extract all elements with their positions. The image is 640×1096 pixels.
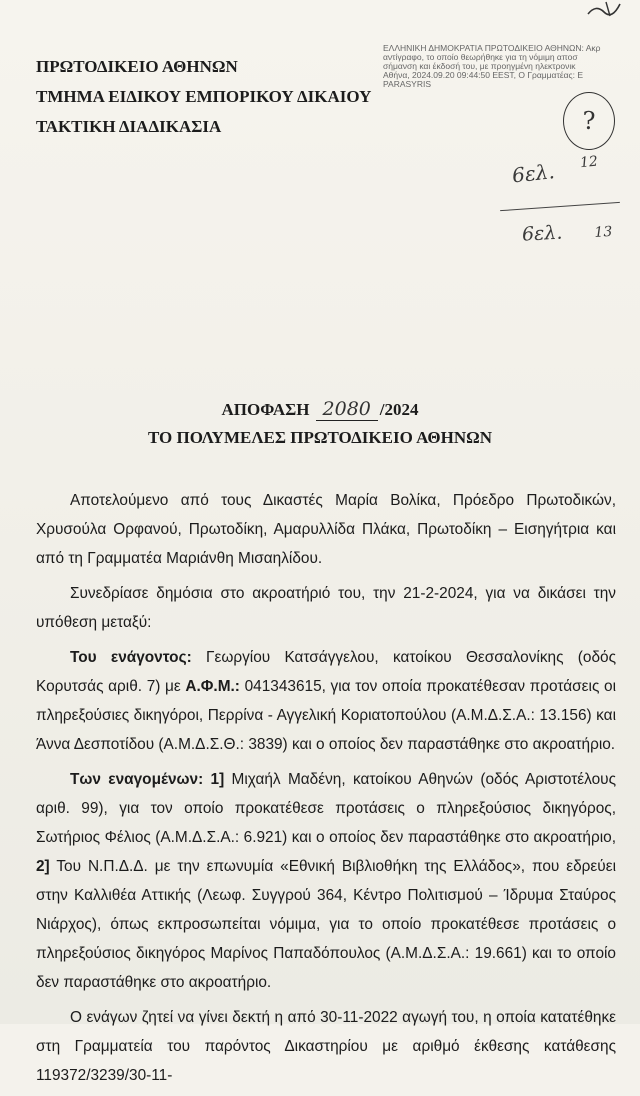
court-title: ΤΟ ΠΟΛΥΜΕΛΕΣ ΠΡΩΤΟΔΙΚΕΙΟ ΑΘΗΝΩΝ — [147, 428, 493, 447]
court-name: ΠΡΩΤΟΔΙΚΕΙΟ ΑΘΗΝΩΝ — [36, 57, 238, 76]
handwritten-note-number: 13 — [594, 223, 613, 241]
handwritten-divider — [500, 202, 620, 211]
stamp-line: PARASYRIS — [383, 79, 432, 89]
decision-title — [0, 398, 640, 421]
defendants-paragraph — [36, 765, 616, 997]
plaintiff-text-cont: 041343615, για τον οποία προκατέθεσαν προτάσεις οι πληρεξούσιες δικηγόροι, Περρίνα - Αγγελική Κοριατοπούλου (Α.Μ.Δ.Σ.Α.: 13.156) και Άννα Δεσποτίδου (Α.Μ.Δ.Σ.Θ.: 3839) και ο οποίος δεν παραστάθηκε στο ακροατήριο. — [36, 678, 616, 753]
defendants-label: Των εναγομένων: 1] — [70, 771, 225, 788]
handwritten-scribble — [586, 0, 626, 18]
stamp-line: σήμανση και έκδοσή του, με προηγμένη ηλεκτρονικ — [383, 61, 576, 71]
decision-body — [36, 486, 616, 1096]
defendant-2-text: Του Ν.Π.Δ.Δ. με την επωνυμία «Εθνική Βιβλιοθήκη της Ελλάδος», που εδρεύει στην Καλλιθέα Αττικής (Λεωφ. Συγγρού 364, Κέντρο Πολιτισμού – Ίδρυμα Σταύρος Νιάρχος), όπως εκπροσωπείται νόμιμα, για το οποίο προκατέθεσε προτάσεις ο πληρεξούσιος δικηγόρος Μαρίνος Παπαδόπουλος (Α.Μ.Δ.Σ.Α.: 19.661) και το οποίο δεν παραστάθηκε στο ακροατήριο. — [36, 858, 616, 991]
department-name: ΤΜΗΜΑ ΕΙΔΙΚΟΥ ΕΜΠΟΡΙΚΟΥ ΔΙΚΑΙΟΥ — [36, 87, 372, 106]
defendant-2-number: 2] — [36, 858, 50, 875]
composition-paragraph: Αποτελούμενο από τους Δικαστές Μαρία Βολίκα, Πρόεδρο Πρωτοδικών, Χρυσούλα Ορφανού, Πρωτοδίκη, Αμαρυλλίδα Πλάκα, Πρωτοδίκη – Εισηγήτρια και από τη Γραμματέα Μαριάνθη Μισαηλίδου. — [36, 492, 616, 567]
court-header — [36, 52, 371, 142]
stamp-line: ΕΛΛΗΝΙΚΗ ΔΗΜΟΚΡΑΤΙΑ ΠΡΩΤΟΔΙΚΕΙΟ ΑΘΗΝΩΝ: Ακρ — [383, 44, 601, 53]
handwritten-note-prefix: 6ελ. — [510, 159, 556, 188]
plaintiff-text: Γεωργίου Κατσάγγελου, κατοίκου Θεσσαλονίκης (οδός Κορυτσάς αριθ. 7) με — [36, 649, 616, 695]
defendant-1-text: Μιχαήλ Μαδένη, κατοίκου Αθηνών (οδός Αριστοτέλους αριθ. 99), για τον οποίο προκατέθεσε προτάσεις ο πληρεξούσιος δικηγόρος, Σωτήριος Φέλιος (Α.Μ.Δ.Σ.Α.: 6.921) και ο οποίος δεν παραστάθηκε στο ακροατήριο, — [36, 771, 616, 846]
handwritten-note-prefix: 6ελ. — [521, 221, 563, 246]
session-paragraph: Συνεδρίασε δημόσια στο ακροατήριό του, την 21-2-2024, για να δικάσει την υπόθεση μεταξύ: — [36, 585, 616, 631]
handwritten-circled-mark: ? — [563, 92, 615, 150]
handwritten-note-number: 12 — [579, 153, 599, 172]
plaintiff-label: Του ενάγοντος: — [70, 649, 192, 666]
stamp-line: Αθήνα, 2024.09.20 09:44:50 EEST, Ο Γραμματέας: Ε — [383, 70, 584, 80]
stamp-line: αντίγραφο, το οποίο θεωρήθηκε για τη νόμιμη αποσ — [383, 52, 578, 62]
digital-signature-stamp — [383, 44, 640, 89]
tax-id-label: Α.Φ.Μ.: — [185, 678, 240, 695]
procedure-type: ΤΑΚΤΙΚΗ ΔΙΑΔΙΚΑΣΙΑ — [36, 117, 222, 136]
handwritten-page-note-2 — [521, 220, 613, 246]
plaintiff-paragraph — [36, 643, 616, 759]
handwritten-page-note-1 — [510, 153, 599, 188]
decision-label: ΑΠΟΦΑΣΗ — [221, 400, 310, 419]
claim-paragraph: Ο ενάγων ζητεί να γίνει δεκτή η από 30-11-2022 αγωγή του, η οποία κατατέθηκε στη Γραμματεία του παρόντος Δικαστηρίου με αριθμό έκθεσης κατάθεσης 119372/3239/30-11- — [36, 1009, 616, 1084]
decision-number: 2080 — [316, 398, 378, 421]
decision-year: /2024 — [379, 400, 419, 419]
